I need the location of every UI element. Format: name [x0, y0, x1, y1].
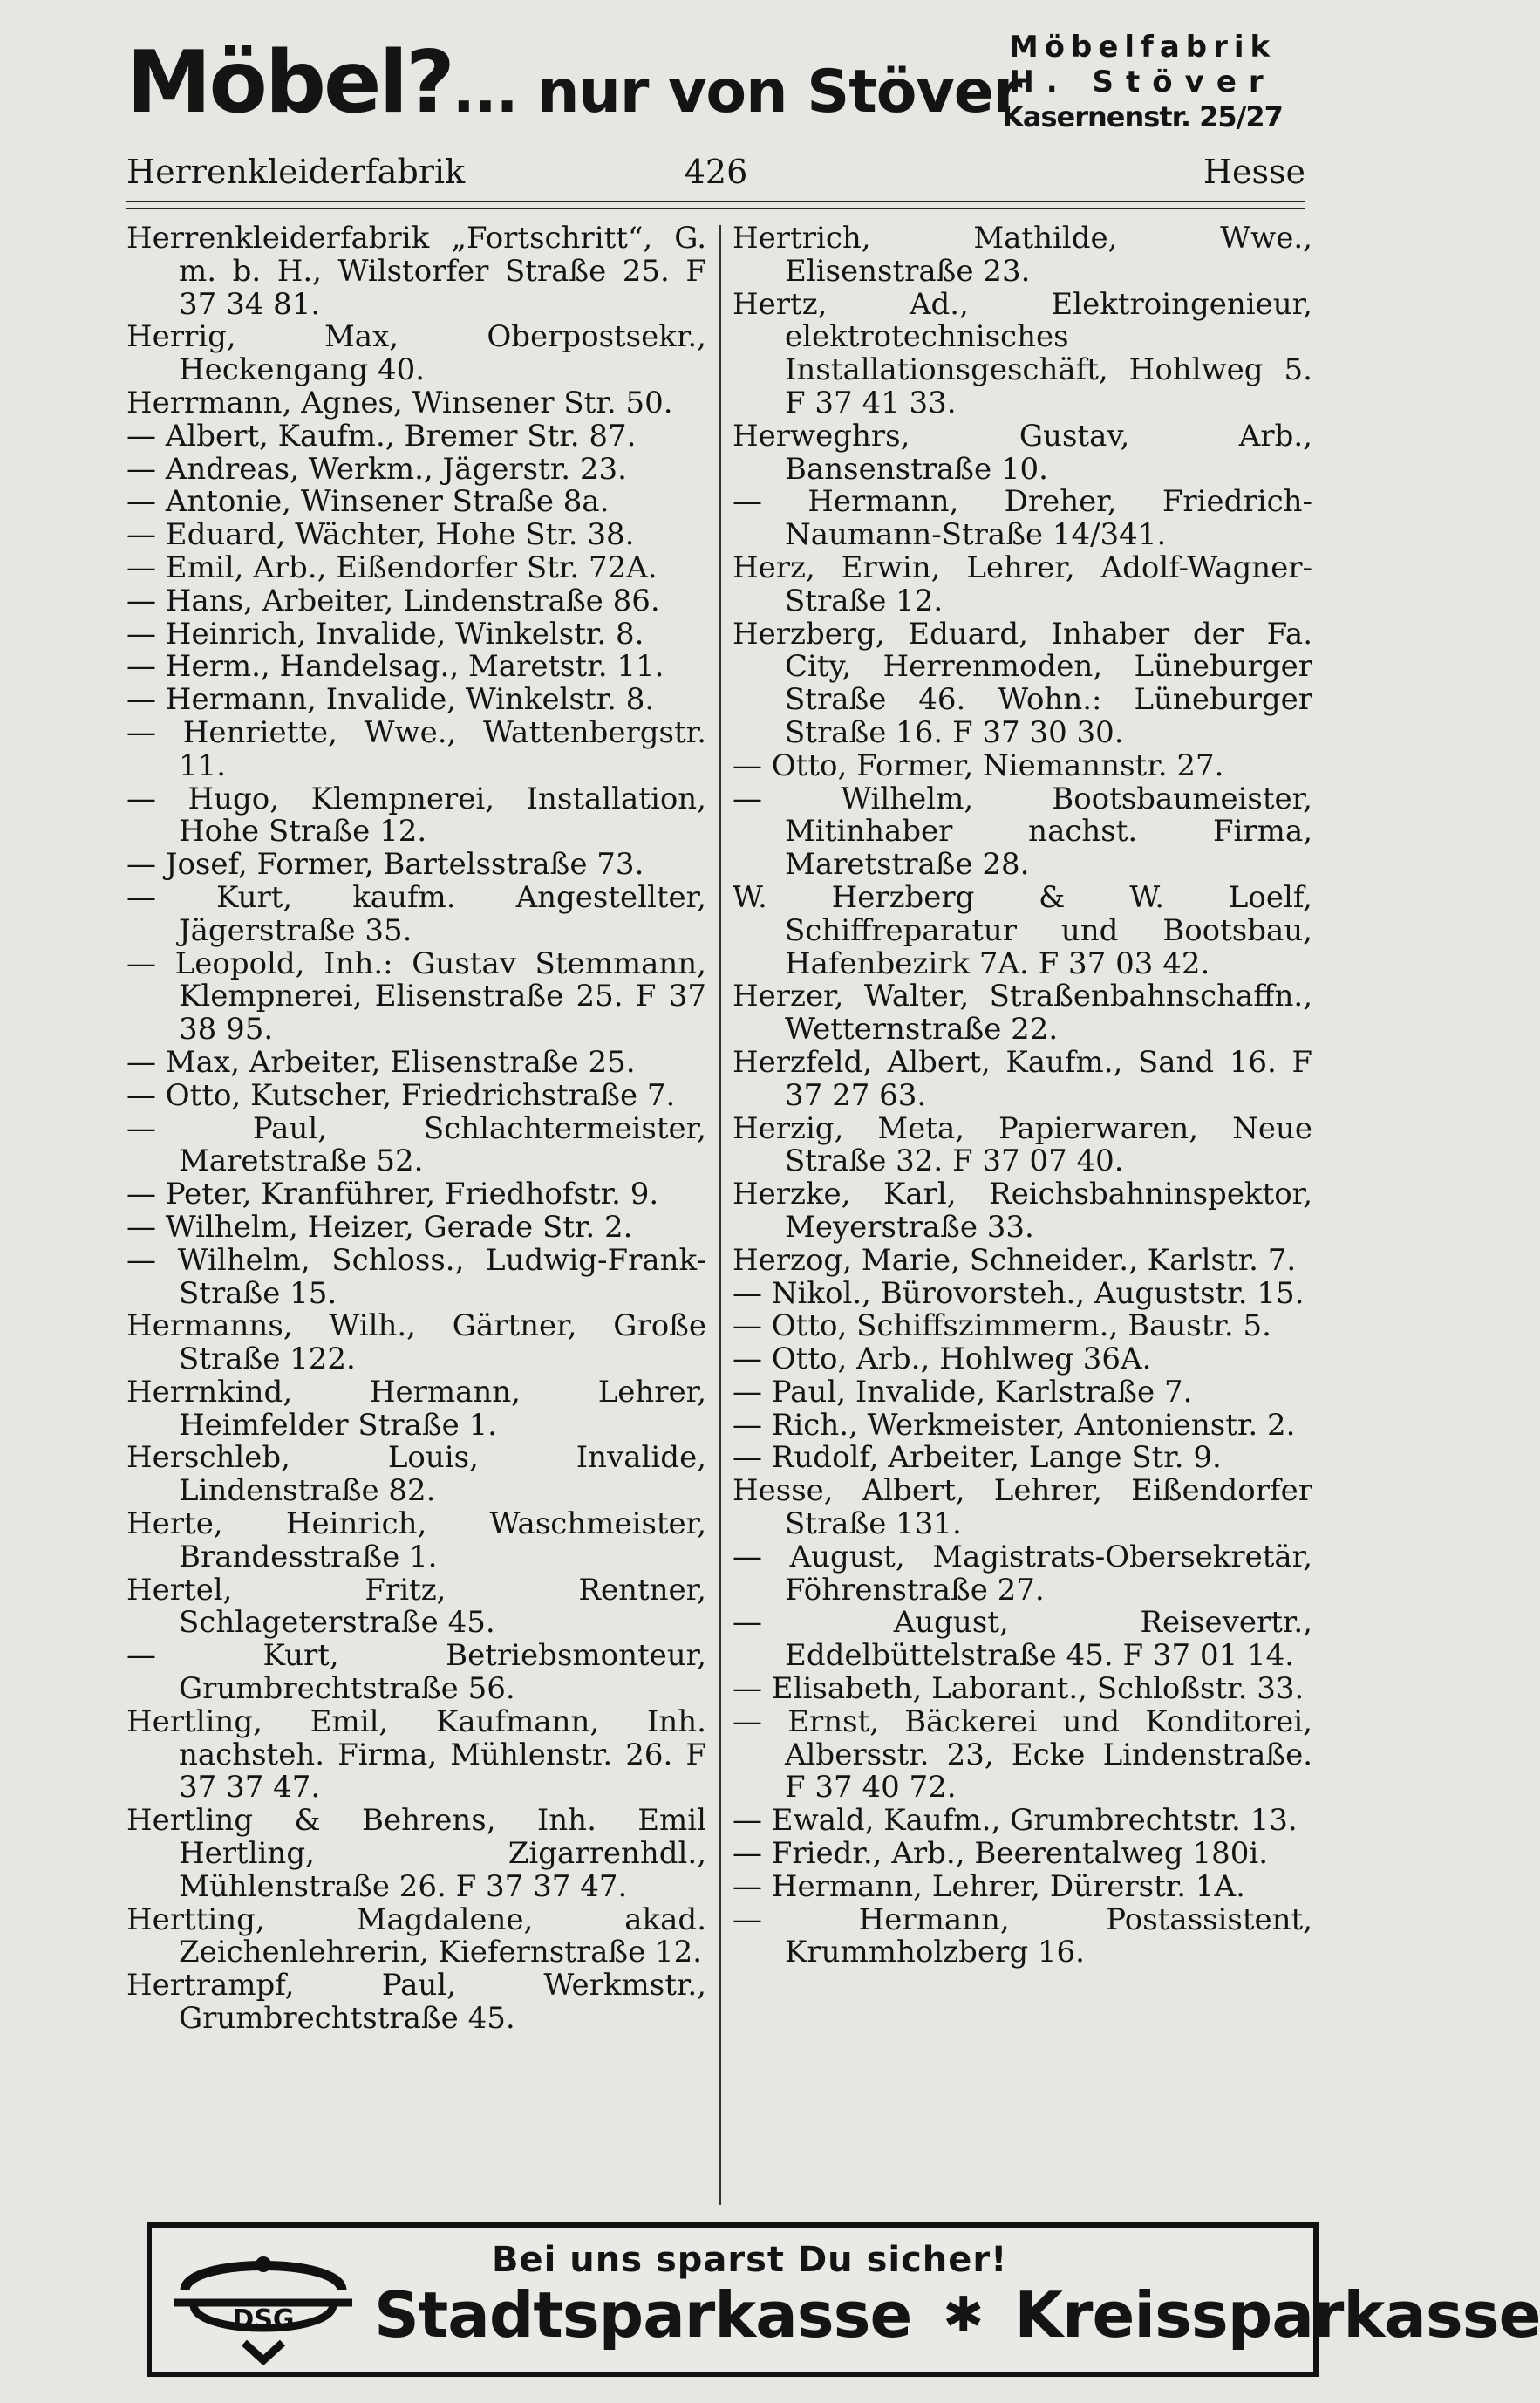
directory-entry: — Hans, Arbeiter, Lindenstraße 86.	[126, 583, 660, 618]
directory-entry: Herzer, Walter, Straßenbahnschaffn., Wetternstraße 22.	[733, 979, 1312, 1048]
directory-entry: Herrig, Max, Oberpostsekr., Heckengang 40.	[126, 319, 706, 388]
directory-entry: — Eduard, Wächter, Hohe Str. 38.	[126, 517, 635, 553]
directory-entry: Herschleb, Louis, Invalide, Lindenstraße 82.	[126, 1440, 706, 1509]
directory-entry: — Rich., Werkmeister, Antonienstr. 2.	[733, 1407, 1296, 1443]
directory-entry: Herzfeld, Albert, Kaufm., Sand 16. F 37 27 63.	[733, 1044, 1312, 1113]
directory-entry: Hertling & Behrens, Inh. Emil Hertling, Zigarrenhdl., Mühlenstraße 26. F 37 37 47.	[126, 1803, 706, 1904]
ad-headline: Bei uns sparst Du sicher!	[492, 2240, 1008, 2280]
directory-entry: — Peter, Kranführer, Friedhofstr. 9.	[126, 1177, 659, 1212]
directory-entry: — Wilhelm, Bootsbaumeister, Mitinhaber nachst. Firma, Maretstraße 28.	[733, 781, 1312, 883]
directory-entry: Hesse, Albert, Lehrer, Eißendorfer Straße 131.	[733, 1473, 1312, 1542]
directory-entry: — Elisabeth, Laborant., Schloßstr. 33.	[733, 1671, 1305, 1707]
directory-entry: — Hermann, Lehrer, Dürerstr. 1A.	[733, 1868, 1245, 1904]
directory-entry: — Herm., Handelsag., Maretstr. 11.	[126, 649, 664, 685]
directory-entry: Herzberg, Eduard, Inhaber der Fa. City, Herrenmoden, Lüneburger Straße 46. Wohn.: Lüneburger Straße 16. F 37 30 30.	[733, 616, 1312, 750]
running-header	[126, 153, 1305, 198]
directory-entry: — Antonie, Winsener Straße 8a.	[126, 484, 610, 520]
directory-entry: Herrenkleiderfabrik „Fortschritt“, G. m. b. H., Wilstorfer Straße 25. F 37 34 81.	[126, 221, 706, 322]
directory-entry: — Rudolf, Arbeiter, Lange Str. 9.	[733, 1440, 1222, 1476]
directory-entry: — Ernst, Bäckerei und Konditorei, Albersstr. 23, Ecke Lindenstraße. F 37 40 72.	[733, 1703, 1312, 1806]
directory-entry: — Kurt, Betriebsmonteur, Grumbrechtstraße 56.	[126, 1638, 706, 1707]
directory-entry: — Hermann, Dreher, Friedrich-Naumann-Straße 14/341.	[733, 484, 1312, 553]
directory-entry: Herte, Heinrich, Waschmeister, Brandesstraße 1.	[126, 1506, 706, 1574]
directory-entry: — Ewald, Kaufm., Grumbrechtstr. 13.	[733, 1803, 1298, 1839]
directory-entry: — Wilhelm, Heizer, Gerade Str. 2.	[126, 1209, 633, 1245]
directory-entry: Herzog, Marie, Schneider., Karlstr. 7.	[733, 1242, 1297, 1278]
directory-entry: — Paul, Invalide, Karlstraße 7.	[733, 1374, 1193, 1410]
header-right-keyword: Hesse	[1203, 153, 1305, 191]
directory-entry: Hertling, Emil, Kaufmann, Inh. nachsteh. Firma, Mühlenstr. 26. F 37 37 47.	[126, 1703, 706, 1806]
header-left-keyword: Herrenkleiderfabrik	[126, 153, 466, 191]
directory-entry: Herrmann, Agnes, Winsener Str. 50.	[126, 385, 673, 420]
ad-firm-block	[998, 30, 1286, 134]
directory-entry: — Josef, Former, Bartelsstraße 73.	[126, 847, 644, 883]
directory-entry: — Andreas, Werkm., Jägerstr. 23.	[126, 451, 627, 487]
directory-entry: — Henriette, Wwe., Wattenbergstr. 11.	[126, 714, 706, 783]
ad-firm-line2: H. Stöver	[1009, 65, 1276, 99]
directory-entry: — Kurt, kaufm. Angestellter, Jägerstraße 35.	[126, 879, 706, 948]
sparkasse-logo-icon	[167, 2240, 359, 2364]
directory-entry: — Leopold, Inh.: Gustav Stemmann, Klempnerei, Elisenstraße 25. F 37 38 95.	[126, 945, 706, 1048]
bank-name-city: Stadtsparkasse	[374, 2278, 912, 2352]
directory-entry: — Otto, Former, Niemannstr. 27.	[733, 748, 1224, 783]
directory-entry: — Max, Arbeiter, Elisenstraße 25.	[126, 1044, 636, 1080]
star-icon: ✱	[943, 2287, 984, 2344]
right-column	[733, 222, 1312, 1970]
header-rule-top	[126, 201, 1305, 202]
directory-entry: — Friedr., Arb., Beerentalweg 180i.	[733, 1836, 1269, 1872]
directory-entry: — Otto, Kutscher, Friedrichstraße 7.	[126, 1077, 676, 1113]
top-advertisement	[126, 24, 1286, 155]
directory-entry: — August, Reisevertr., Eddelbüttelstraße 45. F 37 01 14.	[733, 1605, 1312, 1674]
directory-entry: — Hermann, Postassistent, Krummholzberg 16.	[733, 1901, 1312, 1970]
directory-entry: — Nikol., Bürovorsteh., Auguststr. 15.	[733, 1275, 1305, 1311]
column-divider	[719, 225, 721, 2205]
ad-slogan-main: Möbel?	[126, 33, 453, 133]
sparkasse-logo	[167, 2240, 359, 2364]
directory-entry: Herweghrs, Gustav, Arb., Bansenstraße 10.	[733, 418, 1312, 487]
header-rule-bottom	[126, 208, 1305, 209]
directory-entry: Hermanns, Wilh., Gärtner, Große Straße 122.	[126, 1308, 706, 1377]
left-column	[126, 222, 706, 2036]
directory-entry: — Otto, Arb., Hohlweg 36A.	[733, 1341, 1152, 1377]
ad-slogan	[126, 35, 1021, 140]
directory-entry: Hertting, Magdalene, akad. Zeichenlehrerin, Kiefernstraße 12.	[126, 1901, 706, 1970]
ad-firm-line1: Möbelfabrik	[1008, 30, 1277, 65]
bottom-advertisement	[147, 2222, 1540, 2377]
directory-entry: Hertrich, Mathilde, Wwe., Elisenstraße 23.	[733, 221, 1312, 289]
directory-entry: Herzke, Karl, Reichsbahninspektor, Meyerstraße 33.	[733, 1177, 1312, 1245]
directory-entry: — Hugo, Klempnerei, Installation, Hohe Straße 12.	[126, 781, 706, 850]
ad-firm-line3: Kasernenstr. 25/27	[1002, 100, 1283, 133]
ad-banks	[374, 2278, 1540, 2352]
directory-entry: Hertz, Ad., Elektroingenieur, elektrotechnisches Installationsgeschäft, Hohlweg 5. F 37 41 33.	[733, 286, 1312, 420]
directory-entry: — Heinrich, Invalide, Winkelstr. 8.	[126, 616, 644, 652]
ad-slogan-rest: nur von Stöver	[517, 58, 1022, 126]
logo-text: DSG	[232, 2304, 295, 2335]
directory-entry: — Paul, Schlachtermeister, Maretstraße 52.	[126, 1110, 706, 1179]
directory-entry: Herrnkind, Hermann, Lehrer, Heimfelder Straße 1.	[126, 1374, 706, 1443]
directory-entry: — Emil, Arb., Eißendorfer Str. 72A.	[126, 550, 658, 585]
bank-name-district: Kreissparkasse	[1014, 2278, 1540, 2352]
directory-entry: Herz, Erwin, Lehrer, Adolf-Wagner-Straße 12.	[733, 550, 1312, 618]
directory-entry: Hertrampf, Paul, Werkmstr., Grumbrechtstraße 45.	[126, 1968, 706, 2037]
directory-entry: W. Herzberg & W. Loelf, Schiffreparatur und Bootsbau, Hafenbezirk 7A. F 37 03 42.	[733, 879, 1312, 981]
ad-slogan-dots: ...	[452, 58, 518, 126]
directory-entry: — August, Magistrats-Obersekretär, Föhrenstraße 27.	[733, 1539, 1312, 1608]
directory-entry: — Albert, Kaufm., Bremer Str. 87.	[126, 418, 637, 454]
directory-entry: — Hermann, Invalide, Winkelstr. 8.	[126, 682, 655, 718]
directory-entry: Hertel, Fritz, Rentner, Schlageterstraße 45.	[126, 1572, 706, 1641]
page-number: 426	[684, 153, 748, 191]
directory-entry: — Wilhelm, Schloss., Ludwig-Frank-Straße 15.	[126, 1242, 706, 1311]
directory-entry: Herzig, Meta, Papierwaren, Neue Straße 32. F 37 07 40.	[733, 1110, 1312, 1179]
directory-entry: — Otto, Schiffszimmerm., Baustr. 5.	[733, 1308, 1271, 1344]
